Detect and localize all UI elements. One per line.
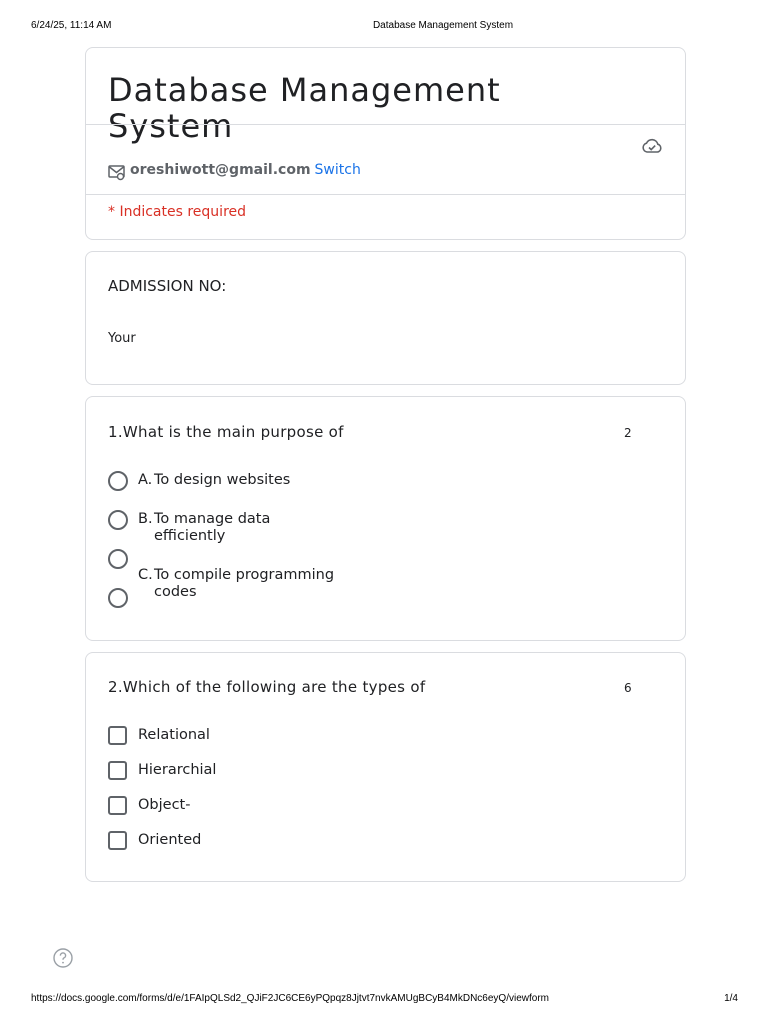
option-c-label: C. To compile programming codes [138,567,335,600]
question-2-card [85,652,686,882]
account-divider [86,194,685,195]
switch-account-link[interactable]: Switch [314,162,361,178]
radio-option-a[interactable] [108,471,128,491]
admission-question-card [85,251,686,385]
print-url: https://docs.google.com/forms/d/e/1FAIpQLSd2_QJiF2JC6CE6yPQpqz8Jjtvt7nvkAMUgBCyB4MkDNc6eyQ/viewform [31,993,549,1004]
account-email: oreshiwott@gmail.com [130,162,311,178]
form-title: Database Management System [108,71,501,145]
cloud-saved-icon [641,137,663,159]
checkbox-label: Object- [138,797,191,813]
radio-option-c[interactable] [108,549,128,569]
question-2-title: 2.Which of the following are the types of [108,678,426,696]
checkbox-label: Hierarchial [138,762,217,778]
checkbox-relational[interactable] [108,726,127,745]
option-a-label: A. To design websites [138,472,291,488]
question-2-points: 6 [624,681,632,695]
checkbox-object[interactable] [108,796,127,815]
radio-option-extra[interactable] [108,588,128,608]
title-divider [86,124,685,125]
checkbox-label: Oriented [138,832,202,848]
checkbox-hierarchial[interactable] [108,761,127,780]
radio-option-b[interactable] [108,510,128,530]
option-b-label: B. To manage data efficiently [138,511,271,544]
print-doc-title: Database Management System [372,20,514,31]
question-1-points: 2 [624,426,632,440]
required-note: * Indicates required [108,204,247,220]
help-icon[interactable] [53,948,73,972]
admission-label: ADMISSION NO: [108,277,227,295]
account-row [108,162,361,180]
print-timestamp: 6/24/25, 11:14 AM [31,20,112,31]
checkbox-label: Relational [138,727,210,743]
checkbox-oriented[interactable] [108,831,127,850]
question-1-card [85,396,686,641]
admission-answer-input[interactable]: Your [108,331,136,346]
form-header-card [85,47,686,240]
question-1-title: 1.What is the main purpose of [108,423,344,441]
print-page-number: 1/4 [724,993,738,1004]
mail-icon [108,164,126,186]
